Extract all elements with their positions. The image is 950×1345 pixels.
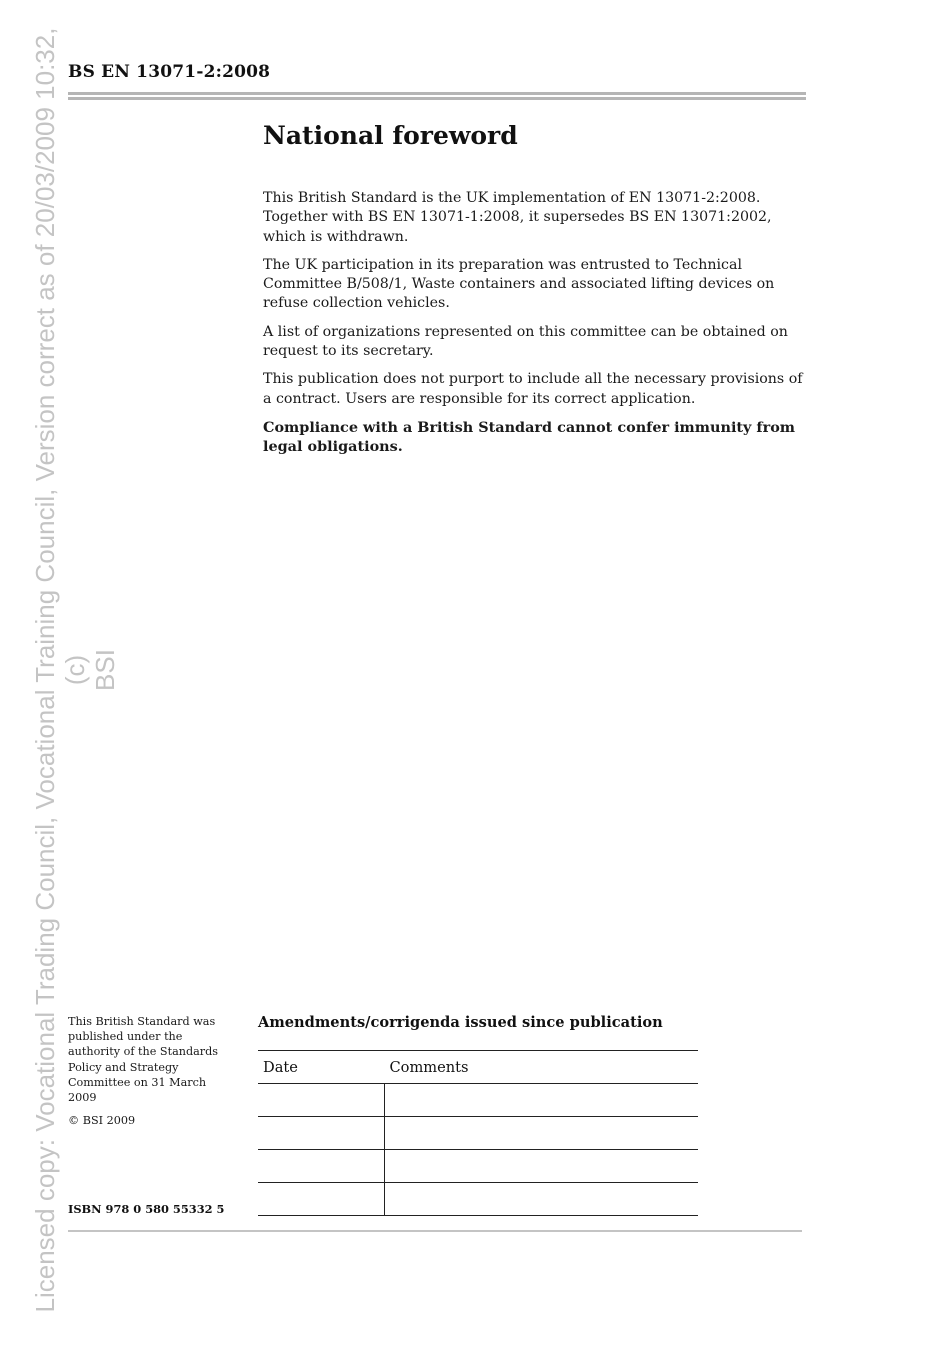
- table-row: [258, 1117, 698, 1150]
- column-header-date: Date: [258, 1051, 385, 1084]
- table-cell: [258, 1084, 385, 1117]
- publication-info: [68, 1014, 233, 1128]
- table-cell: [258, 1183, 385, 1216]
- isbn: ISBN 978 0 580 55332 5: [68, 1202, 225, 1216]
- table-cell: [385, 1150, 699, 1183]
- header-divider: [68, 92, 806, 95]
- publication-statement: This British Standard was published under the authority of the Standards Policy and Strategy Committee on 31 March 2009: [68, 1015, 219, 1105]
- table-row: [258, 1183, 698, 1216]
- table-header-row: [258, 1051, 698, 1084]
- copyright-notice: © BSI 2009: [68, 1114, 136, 1128]
- foreword-paragraph: This British Standard is the UK implementation of EN 13071-2:2008. Together with BS EN 13071-1:2008, it supersedes BS EN 13071:2002, which is withdrawn.: [263, 190, 772, 245]
- table-cell: [385, 1084, 699, 1117]
- page-title: National foreword: [263, 121, 518, 150]
- standard-number: BS EN 13071-2:2008: [68, 62, 271, 82]
- table-cell: [258, 1150, 385, 1183]
- table-cell: [258, 1117, 385, 1150]
- watermark-line: BSI: [90, 649, 120, 691]
- header-divider: [68, 97, 806, 100]
- foreword-paragraph: The UK participation in its preparation was entrusted to Technical Committee B/508/1, Waste containers and associated lifting devices on refuse collection vehicles.: [263, 256, 775, 312]
- amendments-table: [258, 1050, 698, 1216]
- table-cell: [385, 1183, 699, 1216]
- compliance-notice: Compliance with a British Standard cannot confer immunity from legal obligations.: [263, 418, 796, 456]
- foreword-paragraph: A list of organizations represented on this committee can be obtained on request to its secretary.: [263, 323, 788, 360]
- table-row: [258, 1084, 698, 1117]
- table-row: [258, 1150, 698, 1183]
- column-header-comments: Comments: [385, 1051, 699, 1084]
- footer-divider: [68, 1230, 802, 1232]
- amendments-title: Amendments/corrigenda issued since publication: [258, 1014, 663, 1031]
- foreword-paragraph: This publication does not purport to include all the necessary provisions of a contract. Users are responsible for its correct application.: [263, 371, 803, 407]
- watermark-line: Licensed copy: Vocational Trading Council, Vocational Training Council, Version correct as of 20/03/2009 10:32, (c): [30, 27, 90, 1313]
- foreword-body: [263, 189, 808, 466]
- table-cell: [385, 1117, 699, 1150]
